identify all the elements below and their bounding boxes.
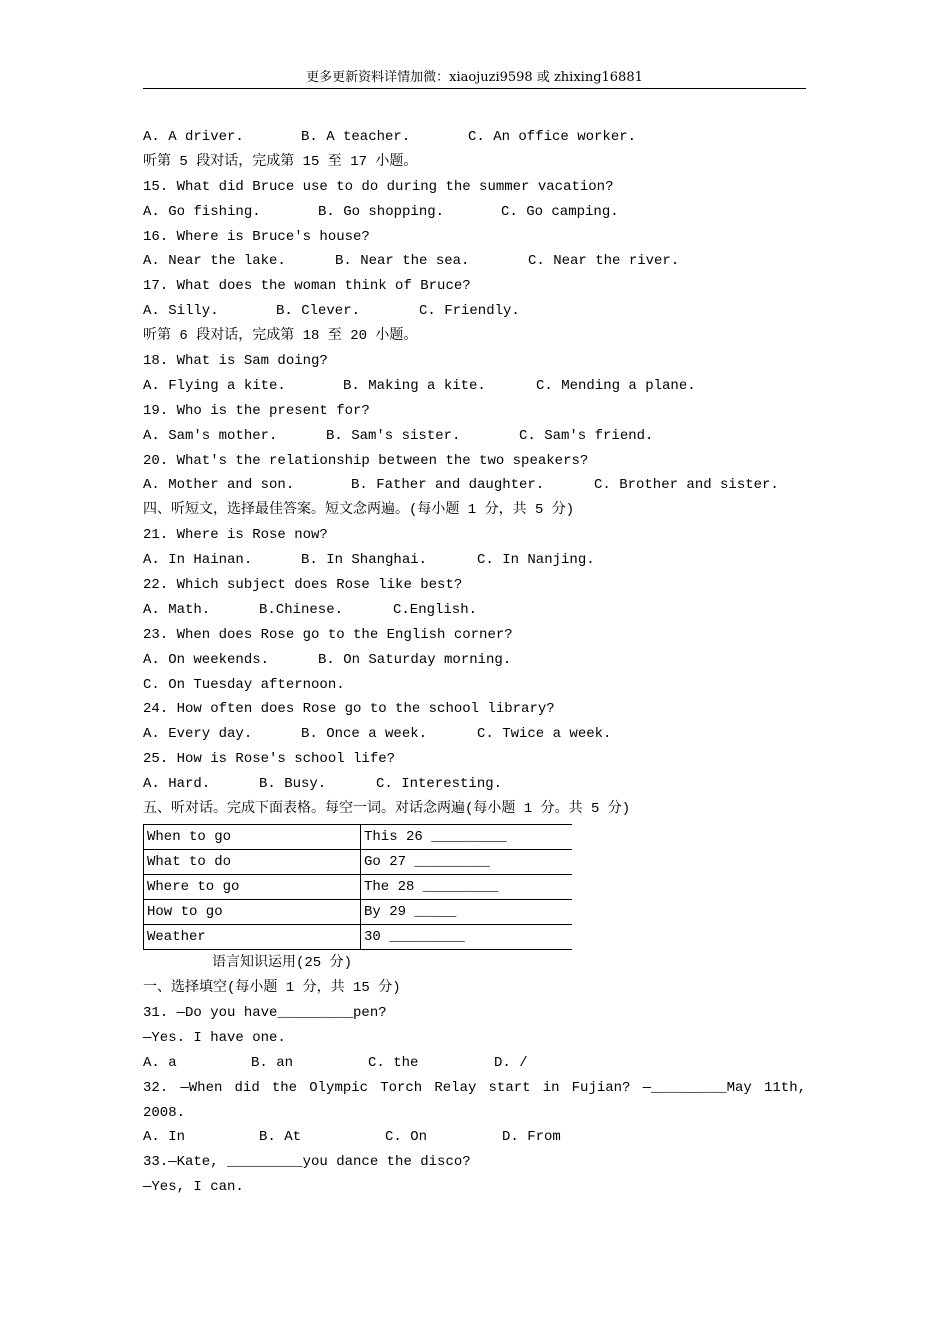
answer-option: B. Busy. (259, 776, 327, 793)
answer-option: C. the (368, 1054, 419, 1071)
answer-option: A. Hard. (143, 776, 211, 793)
answer-options (143, 300, 806, 325)
answer-options (143, 201, 806, 226)
answer-options (143, 599, 806, 624)
question-line: 听第 6 段对话，完成第 18 至 20 小题。 (143, 328, 418, 345)
table-key-cell: What to do (144, 849, 361, 874)
section-title: 语言知识运用(25 分) (212, 954, 353, 971)
answer-option: C. An office worker. (468, 129, 637, 145)
answer-option: A. Math. (143, 601, 211, 618)
table-row (144, 899, 573, 924)
answer-option: C. Brother and sister. (594, 477, 779, 494)
question-line: C. On Tuesday afternoon. (143, 676, 345, 693)
answer-option: A. In (143, 1129, 186, 1146)
question-line: 32. —When did the Olympic Torch Relay start in Fujian? —_________May 11th, 2008. (143, 1080, 806, 1122)
answer-options (143, 474, 806, 499)
answer-options (143, 1052, 806, 1077)
table-key-cell: Where to go (144, 874, 361, 899)
listening-table (143, 824, 572, 950)
answer-option: B. Making a kite. (343, 377, 486, 394)
answer-option: A. Mother and son. (143, 477, 295, 494)
table-key-cell: When to go (144, 824, 361, 849)
answer-option: B. an (251, 1054, 294, 1071)
table-row (144, 824, 573, 849)
answer-options (143, 250, 806, 275)
table-key-cell: How to go (144, 899, 361, 924)
question-line: 17. What does the woman think of Bruce? (143, 278, 471, 295)
answer-options (143, 723, 806, 748)
answer-options (143, 425, 806, 450)
page-header: 更多更新资料详情加微：xiaojuzi9598 或 zhixing16881 (306, 70, 643, 85)
question-line: —Yes, I can. (143, 1178, 244, 1195)
table-answer-cell: 30 _________ (361, 924, 573, 949)
answer-option: C. Sam's friend. (519, 427, 654, 444)
question-line: 20. What's the relationship between the two speakers? (143, 452, 589, 469)
answer-option: C.English. (393, 601, 478, 618)
question-line: 听第 5 段对话，完成第 15 至 17 小题。 (143, 153, 418, 170)
question-line: 19. Who is the present for? (143, 402, 370, 419)
answer-option: B. Father and daughter. (351, 477, 545, 494)
answer-option: C. Twice a week. (477, 726, 612, 743)
answer-option: A. On weekends. (143, 651, 270, 668)
question-list-listening (143, 126, 806, 823)
answer-option: B.Chinese. (259, 601, 344, 618)
answer-option: C. Interesting. (376, 776, 503, 793)
question-line: 16. Where is Bruce's house? (143, 228, 370, 245)
answer-options (143, 126, 806, 151)
answer-option: B. On Saturday morning. (318, 651, 512, 668)
answer-option: B. Near the sea. (335, 253, 470, 270)
answer-option: B. In Shanghai. (301, 552, 428, 569)
answer-option: B. Clever. (276, 303, 361, 320)
question-line: 22. Which subject does Rose like best? (143, 577, 463, 594)
header-rule (143, 88, 806, 89)
question-list-grammar (143, 977, 806, 1201)
answer-option: C. In Nanjing. (477, 552, 595, 569)
answer-option: C. On (385, 1129, 428, 1146)
page-content (143, 126, 806, 1201)
answer-option: C. Near the river. (528, 253, 680, 270)
question-line: —Yes. I have one. (143, 1029, 286, 1046)
table-row (144, 874, 573, 899)
answer-options (143, 649, 806, 674)
question-line: 24. How often does Rose go to the school library? (143, 701, 555, 718)
answer-option: A. Silly. (143, 303, 219, 320)
answer-option: A. a (143, 1054, 177, 1071)
question-line: 四、听短文，选择最佳答案。短文念两遍。(每小题 1 分，共 5 分) (143, 502, 575, 519)
answer-option: D. / (494, 1054, 528, 1071)
answer-option: B. A teacher. (301, 129, 411, 145)
answer-options (143, 549, 806, 574)
answer-option: B. Sam's sister. (326, 427, 461, 444)
question-line: 25. How is Rose's school life? (143, 751, 396, 768)
question-line: 31. —Do you have_________pen? (143, 1004, 387, 1021)
answer-option: B. Go shopping. (318, 203, 445, 220)
answer-option: C. Mending a plane. (536, 377, 696, 394)
question-line: 21. Where is Rose now? (143, 527, 328, 544)
answer-option: C. Go camping. (501, 203, 619, 220)
answer-option: D. From (502, 1129, 561, 1146)
answer-option: A. Flying a kite. (143, 377, 286, 394)
answer-option: A. Near the lake. (143, 253, 286, 270)
table-answer-cell: This 26 _________ (361, 824, 573, 849)
question-line: 五、听对话。完成下面表格。每空一词。对话念两遍(每小题 1 分。共 5 分) (143, 801, 631, 818)
answer-option: C. Friendly. (419, 303, 520, 320)
question-line: 一、选择填空(每小题 1 分，共 15 分) (143, 979, 401, 996)
answer-options (143, 1126, 806, 1151)
answer-option: A. A driver. (143, 129, 244, 145)
answer-options (143, 375, 806, 400)
answer-option: A. In Hainan. (143, 552, 253, 569)
answer-option: B. Once a week. (301, 726, 428, 743)
answer-option: A. Sam's mother. (143, 427, 278, 444)
table-answer-cell: Go 27 _________ (361, 849, 573, 874)
question-line: 23. When does Rose go to the English corner? (143, 626, 513, 643)
table-answer-cell: By 29 _____ (361, 899, 573, 924)
table-row (144, 849, 573, 874)
answer-option: A. Go fishing. (143, 203, 261, 220)
question-line: 18. What is Sam doing? (143, 353, 328, 370)
answer-option: A. Every day. (143, 726, 253, 743)
question-line: 33.—Kate, _________you dance the disco? (143, 1154, 471, 1171)
table-row (144, 924, 573, 949)
answer-options (143, 773, 806, 798)
question-line: 15. What did Bruce use to do during the summer vacation? (143, 178, 614, 195)
table-answer-cell: The 28 _________ (361, 874, 573, 899)
answer-option: B. At (259, 1129, 302, 1146)
table-key-cell: Weather (144, 924, 361, 949)
